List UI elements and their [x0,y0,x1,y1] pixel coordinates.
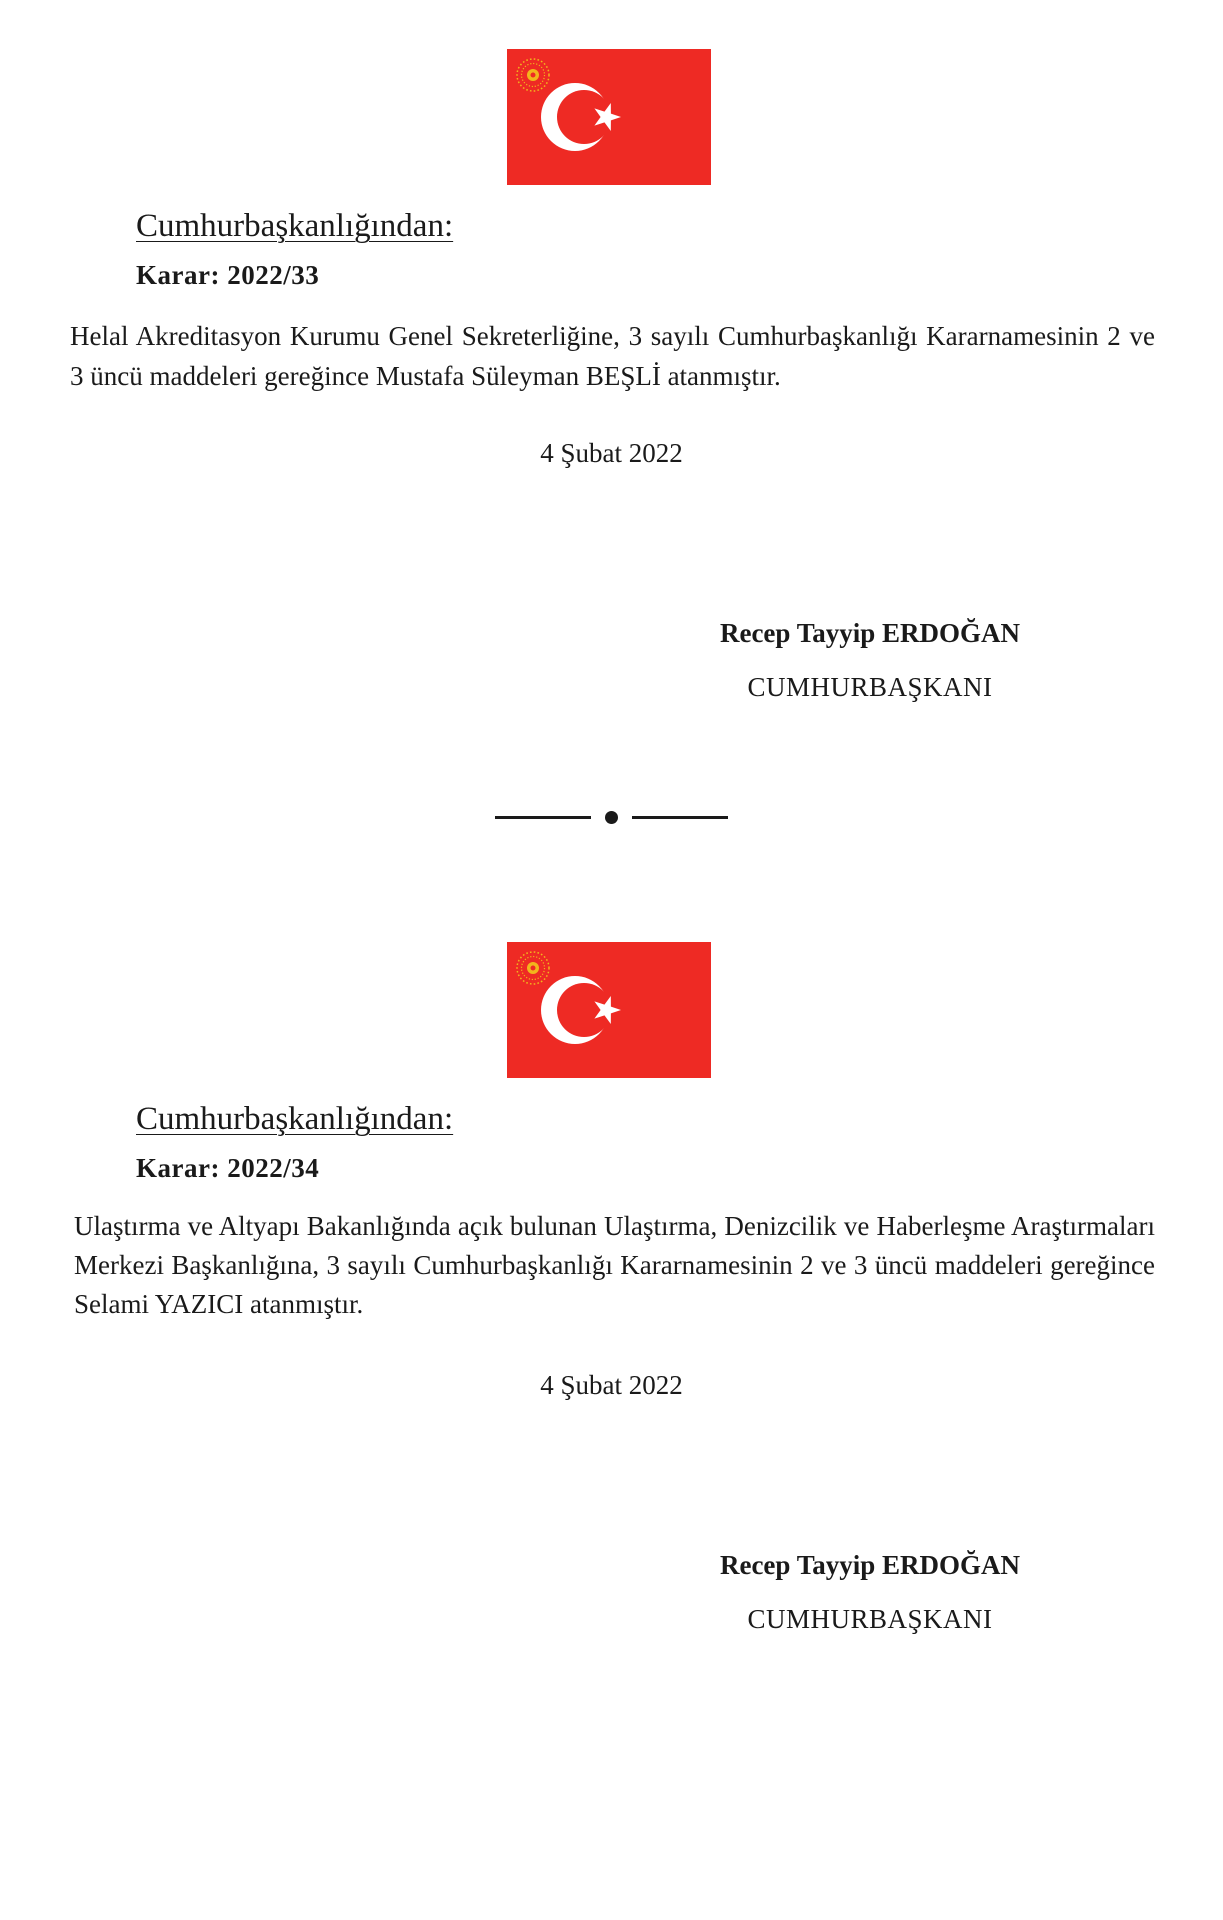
decree-number: Karar: 2022/33 [136,260,320,290]
issuer-heading: Cumhurbaşkanlığından: [136,208,454,244]
turkish-flag-icon [507,49,711,185]
decision-body: Ulaştırma ve Altyapı Bakanlığında açık bulunan Ulaştırma, Denizcilik ve Haberleşme Araştırmaları Merkezi Başkanlığına, 3 sayılı Cumhurbaşkanlığı Kararnamesinin 2 ve 3 üncü maddeleri gereğince Selami YAZICI atanmıştır. [74,1211,1155,1319]
divider-dot-icon [605,811,618,824]
decision-block [0,0,1223,900]
signer-title: CUMHURBAŞKANI [747,672,993,702]
decision-body: Helal Akreditasyon Kurumu Genel Sekreterliğine, 3 sayılı Cumhurbaşkanlığı Kararnamesinin 2 ve 3 üncü maddeleri gereğince Mustafa Süleyman BEŞLİ atanmıştır. [70,321,1155,391]
decision-date: 4 Şubat 2022 [540,1370,683,1400]
decision-date: 4 Şubat 2022 [540,438,683,468]
issuer-heading: Cumhurbaşkanlığından: [136,1101,454,1137]
divider-line-left [495,816,591,819]
signer-name: Recep Tayyip ERDOĞAN [719,1550,1021,1580]
signer-title: CUMHURBAŞKANI [747,1604,993,1634]
section-divider [495,809,728,825]
signer-name: Recep Tayyip ERDOĞAN [719,618,1021,648]
divider-line-right [632,816,728,819]
decree-number: Karar: 2022/34 [136,1153,320,1183]
turkish-flag-icon [507,942,711,1078]
decision-block [0,893,1223,1793]
